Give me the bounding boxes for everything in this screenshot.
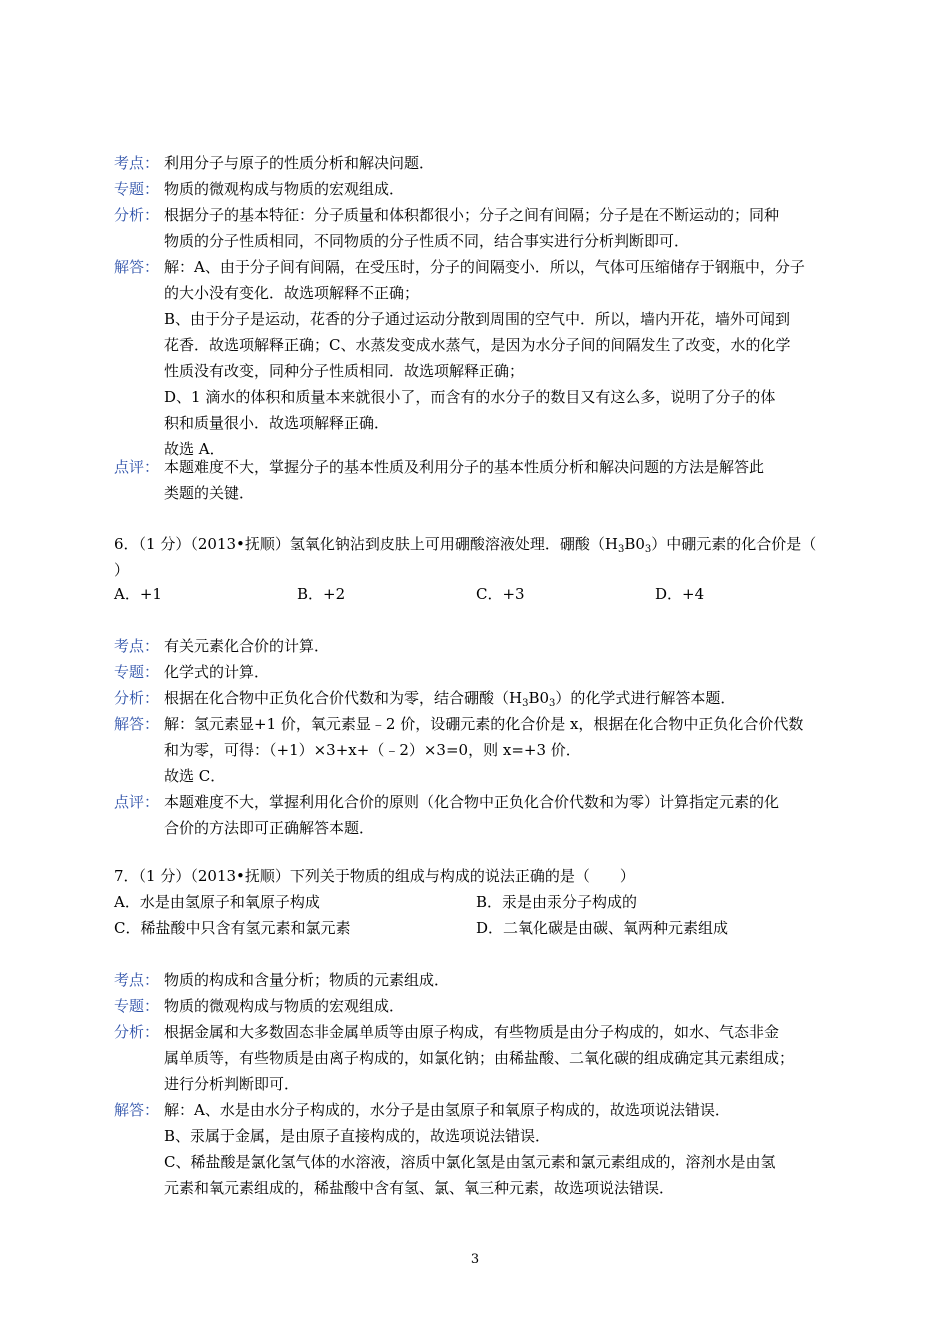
q6-option-d: D．+4 xyxy=(655,585,705,603)
q6-option-b: B．+2 xyxy=(297,585,346,603)
dianping-line: 合价的方法即可正确解答本题． xyxy=(164,819,375,837)
jieda-line: 花香．故选项解释正确；C、水蒸发变成水蒸气，是因为水分子间的间隔发生了改变，水的化学 xyxy=(164,336,791,354)
zhuanti-label: 专题： xyxy=(114,180,160,198)
q6-stem xyxy=(114,531,854,583)
fenxi-line: 进行分析判断即可． xyxy=(164,1075,300,1093)
q6-jieda xyxy=(114,711,844,789)
q7-fenxi xyxy=(114,1019,844,1097)
fenxi-label: 分析： xyxy=(114,689,160,707)
jieda-line: 元素和氧元素组成的，稀盐酸中含有氢、氯、氧三种元素，故选项说法错误． xyxy=(164,1179,675,1197)
kaodian-label: 考点： xyxy=(114,637,160,655)
jieda-line: 和为零，可得：（+1）×3+x+（﹣2）×3=0，则 x=+3 价． xyxy=(164,741,581,759)
q5-jieda xyxy=(114,254,844,462)
q7-kaodian xyxy=(114,967,844,993)
dianping-label: 点评： xyxy=(114,793,160,811)
kaodian-text: 利用分子与原子的性质分析和解决问题． xyxy=(164,154,435,172)
jieda-line: 的大小没有变化．故选项解释不正确； xyxy=(164,284,420,302)
dianping-line: 本题难度不大，掌握利用化合价的原则（化合物中正负化合价代数和为零）计算指定元素的化 xyxy=(164,793,780,811)
fenxi-text-a: 根据在化合物中正负化合价代数和为零，结合硼酸（H xyxy=(164,689,523,707)
q7-option-c: C．稀盐酸中只含有氢元素和氯元素 xyxy=(114,919,351,937)
q5-zhuanti xyxy=(114,176,844,202)
q7-option-d: D．二氧化碳是由碳、氧两种元素组成 xyxy=(476,919,729,937)
q6-stem-d: ） xyxy=(114,561,130,579)
fenxi-line: 根据金属和大多数固态非金属单质等由原子构成，有些物质是由分子构成的，如水、气态非金 xyxy=(164,1023,780,1041)
jieda-line: 积和质量很小．故选项解释正确． xyxy=(164,414,390,432)
kaodian-text: 物质的构成和含量分析；物质的元素组成． xyxy=(164,971,450,989)
zhuanti-label: 专题： xyxy=(114,997,160,1015)
fenxi-sub2: 3 xyxy=(549,698,556,709)
jieda-line: 解：A、水是由水分子构成的，水分子是由氢原子和氧原子构成的，故选项说法错误． xyxy=(164,1101,730,1119)
jieda-line: D、1 滴水的体积和质量本来就很小了，而含有的水分子的数目又有这么多，说明了分子的体 xyxy=(164,388,776,406)
jieda-line: C、稀盐酸是氯化氢气体的水溶液，溶质中氯化氢是由氢元素和氯元素组成的，溶剂水是由氢 xyxy=(164,1153,776,1171)
q6-stem-a: 6．（1 分）（2013•抚顺）氢氧化钠沾到皮肤上可用硼酸溶液处理．硼酸（H xyxy=(114,535,618,553)
q6-option-c: C．+3 xyxy=(476,585,525,603)
jieda-label: 解答： xyxy=(114,715,160,733)
jieda-label: 解答： xyxy=(114,258,160,276)
jieda-line: 解：A、由于分子间有间隔，在受压时，分子的间隔变小．所以，气体可压缩储存于钢瓶中，分子 xyxy=(164,258,805,276)
q6-stem-c: ）中硼元素的化合价是（ xyxy=(651,535,817,553)
fenxi-text-b: B0 xyxy=(528,689,550,707)
kaodian-text: 有关元素化合价的计算． xyxy=(164,637,330,655)
q7-option-a: A．水是由氢原子和氧原子构成 xyxy=(114,893,320,911)
fenxi-label: 分析： xyxy=(114,206,160,224)
q5-kaodian xyxy=(114,150,844,176)
jieda-label: 解答： xyxy=(114,1101,160,1119)
q6-zhuanti xyxy=(114,659,844,685)
q7-stem xyxy=(114,863,854,889)
jieda-line: 故选 A． xyxy=(164,440,225,458)
q7-option-b: B．汞是由汞分子构成的 xyxy=(476,893,638,911)
fenxi-sub1: 3 xyxy=(522,698,529,709)
page-number: 3 xyxy=(470,1252,480,1267)
q6-fenxi xyxy=(114,685,844,711)
q7-stem-text: 7．（1 分）（2013•抚顺）下列关于物质的组成与构成的说法正确的是（ ） xyxy=(114,867,635,885)
fenxi-text-c: ）的化学式进行解答本题． xyxy=(555,689,736,707)
jieda-line: B、由于分子是运动，花香的分子通过运动分散到周围的空气中．所以，墙内开花，墙外可闻到 xyxy=(164,310,791,328)
jieda-line: 解：氢元素显+1 价，氧元素显﹣2 价，设硼元素的化合价是 x，根据在化合物中正负化合价代数 xyxy=(164,715,804,733)
jieda-line: B、汞属于金属，是由原子直接构成的，故选项说法错误． xyxy=(164,1127,551,1145)
dianping-line: 类题的关键． xyxy=(164,484,255,502)
q5-fenxi xyxy=(114,202,844,254)
fenxi-label: 分析： xyxy=(114,1023,160,1041)
q7-jieda xyxy=(114,1097,844,1201)
q6-dianping xyxy=(114,789,844,841)
q5-dianping xyxy=(114,454,844,506)
q6-stem-b: B0 xyxy=(624,535,645,553)
fenxi-line: 根据分子的基本特征：分子质量和体积都很小；分子之间有间隔；分子是在不断运动的；同种 xyxy=(164,206,780,224)
dianping-line: 本题难度不大，掌握分子的基本性质及利用分子的基本性质分析和解决问题的方法是解答此 xyxy=(164,458,765,476)
jieda-line: 性质没有改变，同种分子性质相同．故选项解释正确； xyxy=(164,362,525,380)
q6-option-a: A．+1 xyxy=(114,585,162,603)
q6-sub2: 3 xyxy=(644,544,652,555)
zhuanti-text: 物质的微观构成与物质的宏观组成． xyxy=(164,180,405,198)
q7-zhuanti xyxy=(114,993,844,1019)
dianping-label: 点评： xyxy=(114,458,160,476)
jieda-line: 故选 C． xyxy=(164,767,226,785)
kaodian-label: 考点： xyxy=(114,154,160,172)
kaodian-label: 考点： xyxy=(114,971,160,989)
q6-sub1: 3 xyxy=(617,544,625,555)
fenxi-line: 物质的分子性质相同，不同物质的分子性质不同，结合事实进行分析判断即可． xyxy=(164,232,690,250)
zhuanti-text: 物质的微观构成与物质的宏观组成． xyxy=(164,997,405,1015)
q6-kaodian xyxy=(114,633,844,659)
zhuanti-text: 化学式的计算． xyxy=(164,663,270,681)
zhuanti-label: 专题： xyxy=(114,663,160,681)
fenxi-line: 属单质等，有些物质是由离子构成的，如氯化钠；由稀盐酸、二氧化碳的组成确定其元素组成； xyxy=(164,1049,795,1067)
